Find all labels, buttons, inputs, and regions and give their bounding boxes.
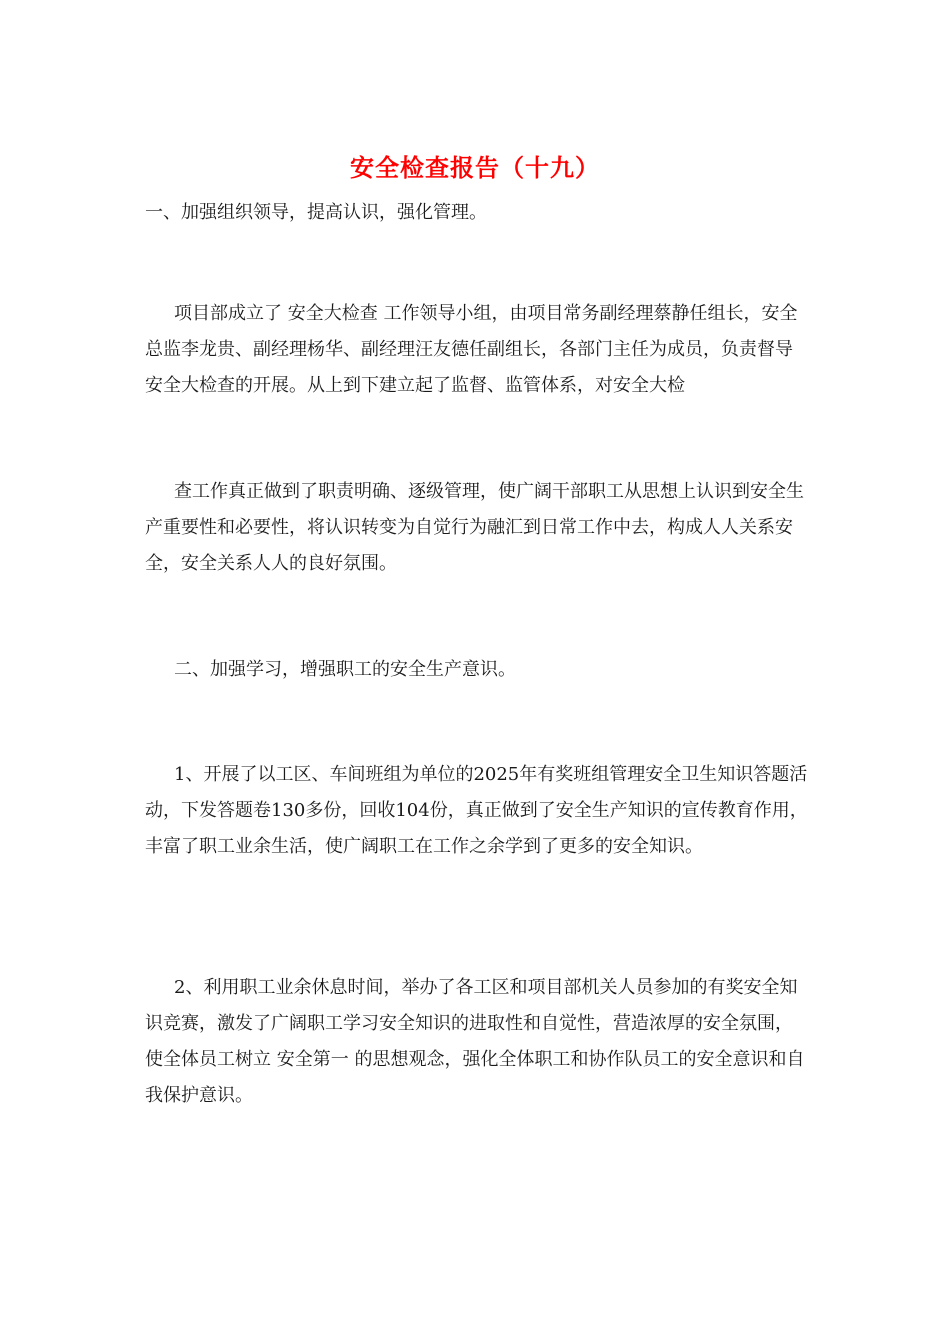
paragraph-3: 1、开展了以工区、车间班组为单位的2025年有奖班组管理安全卫生知识答题活动，下发答题卷130多份，回收104份，真正做到了安全生产知识的宣传教育作用，丰富了职工业余生活，使广阔职工在工作之余学到了更多的安全知识。 <box>145 764 808 857</box>
paragraph-1: 项目部成立了 安全大检查 工作领导小组，由项目常务副经理蔡静任组长，安全总监李龙贵、副经理杨华、副经理汪友德任副组长，各部门主任为成员，负责督导安全大检查的开展。从上到下建立起了监督、监管体系，对安全大检 <box>145 303 798 396</box>
section-heading-1: 一、加强组织领导，提高认识，强化管理。 <box>145 202 487 223</box>
document-title: 安全检查报告（十九） <box>350 153 600 182</box>
paragraph-2: 查工作真正做到了职责明确、逐级管理，使广阔干部职工从思想上认识到安全生产重要性和必要性，将认识转变为自觉行为融汇到日常工作中去，构成人人关系安全，安全关系人人的良好氛围。 <box>145 481 804 574</box>
paragraph-4: 2、利用职工业余休息时间，举办了各工区和项目部机关人员参加的有奖安全知识竞赛，激发了广阔职工学习安全知识的进取性和自觉性，营造浓厚的安全氛围，使全体员工树立 安全第一 的思想观念，强化全体职工和协作队员工的安全意识和自我保护意识。 <box>145 977 805 1106</box>
section-heading-2: 二、加强学习，增强职工的安全生产意识。 <box>174 659 516 680</box>
